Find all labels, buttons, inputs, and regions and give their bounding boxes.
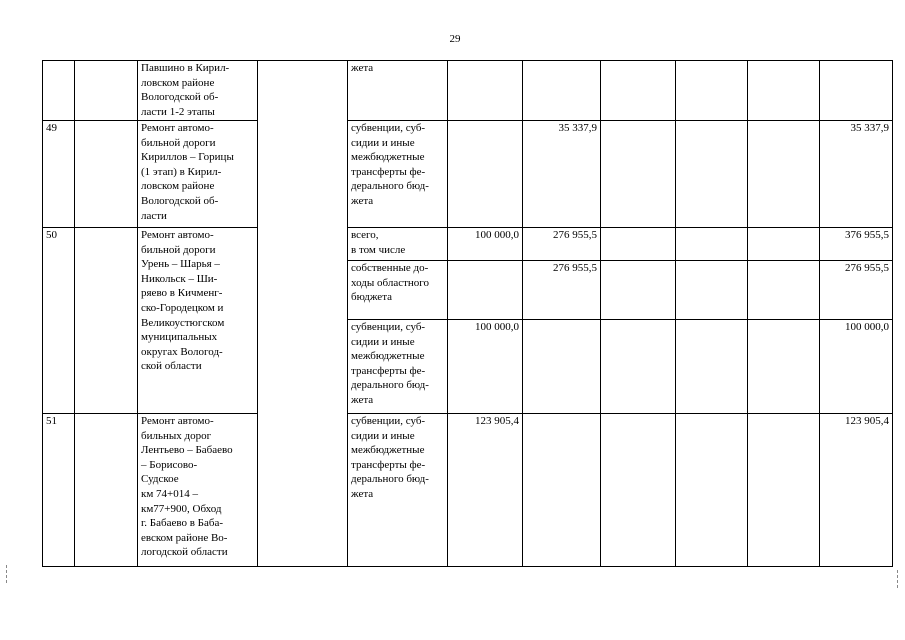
object-name-cell: Павшино в Кирил- ловском районе Вологодской об- ласти 1-2 этапы [138,61,258,121]
value-cell [748,228,820,261]
empty-cell [75,121,138,228]
total-cell: 376 955,5 [820,228,893,261]
total-cell: 100 000,0 [820,320,893,414]
row-number-cell [43,61,75,121]
object-name-cell: Ремонт автомо- бильной дороги Урень – Шарья – Никольск – Ши- ряево в Кичменг- ско-Городецком и Великоустюгском муниципальных округах Вологод- ской области [138,228,258,414]
value-cell [601,121,676,228]
object-name-cell: Ремонт автомо- бильных дорог Лентьево – Бабаево – Борисово- Судское км 74+014 – км77+900, Обход г. Бабаево в Баба- евском районе Во- логодской области [138,414,258,567]
value-cell [676,320,748,414]
table-row [43,61,893,121]
total-cell [820,61,893,121]
value-cell: 100 000,0 [448,228,523,261]
value-cell [748,320,820,414]
left-scan-edge-mark [6,565,8,583]
row-number-cell: 49 [43,121,75,228]
value-cell [523,61,601,121]
right-scan-edge-mark [897,570,899,588]
value-cell [601,61,676,121]
empty-cell [75,61,138,121]
value-cell: 123 905,4 [448,414,523,567]
funding-source-cell: собственные до- ходы областного бюджета [348,261,448,320]
total-cell: 276 955,5 [820,261,893,320]
row-number-cell: 50 [43,228,75,414]
value-cell [448,61,523,121]
table-row [43,121,893,228]
value-cell [601,414,676,567]
value-cell [676,121,748,228]
empty-cell [75,414,138,567]
value-cell: 100 000,0 [448,320,523,414]
value-cell [601,228,676,261]
value-cell: 276 955,5 [523,261,601,320]
funding-source-cell: субвенции, суб- сидии и иные межбюджетные трансферты фе- дерального бюд- жета [348,121,448,228]
value-cell: 276 955,5 [523,228,601,261]
value-cell [748,414,820,567]
value-cell [676,61,748,121]
value-cell [676,261,748,320]
value-cell [748,61,820,121]
table-row [43,414,893,567]
page-number: 29 [449,33,461,45]
value-cell [601,320,676,414]
funding-source-cell: всего, в том числе [348,228,448,261]
value-cell [448,121,523,228]
value-cell [448,261,523,320]
total-cell: 35 337,9 [820,121,893,228]
budget-table [42,60,893,567]
value-cell [748,121,820,228]
total-cell: 123 905,4 [820,414,893,567]
value-cell [748,261,820,320]
empty-cell [75,228,138,414]
value-cell [676,228,748,261]
empty-merged-cell [258,61,348,567]
object-name-cell: Ремонт автомо- бильной дороги Кириллов – Горицы (1 этап) в Кирил- ловском районе Вологодской об- ласти [138,121,258,228]
funding-source-cell: жета [348,61,448,121]
value-cell: 35 337,9 [523,121,601,228]
value-cell [676,414,748,567]
value-cell [523,414,601,567]
funding-source-cell: субвенции, суб- сидии и иные межбюджетные трансферты фе- дерального бюд- жета [348,414,448,567]
value-cell [523,320,601,414]
table-row [43,228,893,261]
row-number-cell: 51 [43,414,75,567]
value-cell [601,261,676,320]
funding-source-cell: субвенции, суб- сидии и иные межбюджетные трансферты фе- дерального бюд- жета [348,320,448,414]
